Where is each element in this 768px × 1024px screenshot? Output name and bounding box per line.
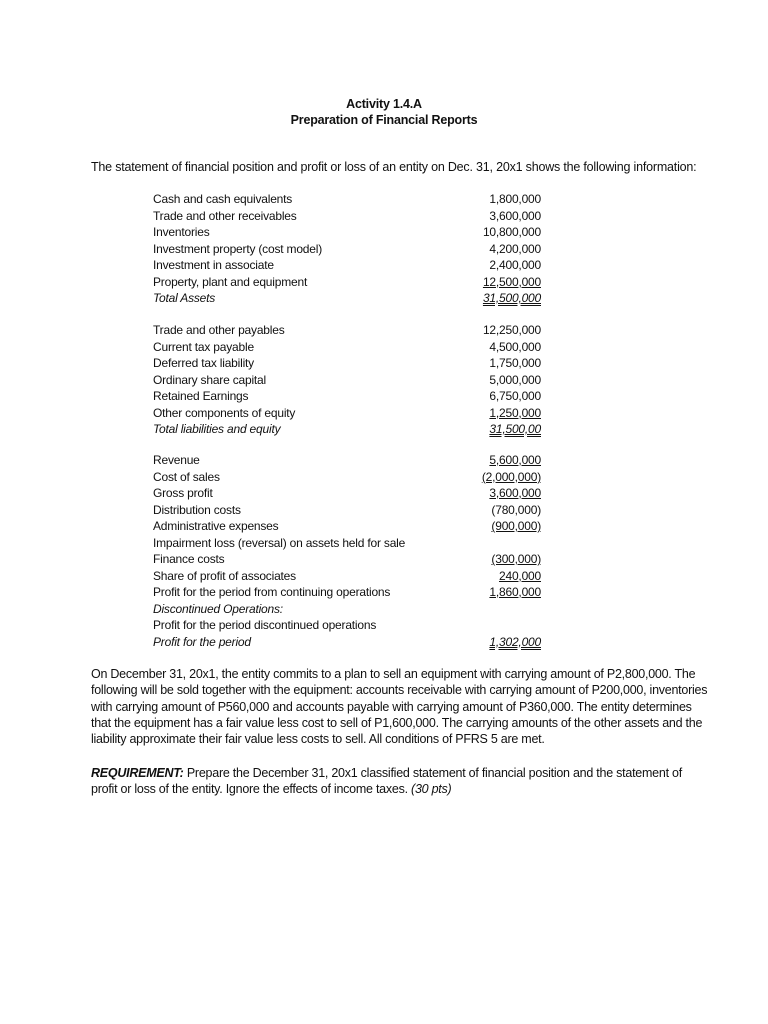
total-row xyxy=(153,634,543,651)
list-item xyxy=(153,485,543,502)
item-amount: 1,750,000 xyxy=(489,356,541,370)
item-amount: 12,500,000 xyxy=(482,274,541,289)
item-label: Trade and other payables xyxy=(153,323,285,337)
list-item xyxy=(153,355,543,372)
item-amount: 12,250,000 xyxy=(482,323,541,337)
requirement-text: Prepare the December 31, 20x1 classified statement of financial position and the statement of xyxy=(183,766,682,780)
item-label: Trade and other receivables xyxy=(153,208,297,223)
total-row xyxy=(153,421,543,438)
requirement-text: profit or loss of the entity. Ignore the effects of income taxes. xyxy=(91,782,412,797)
list-item xyxy=(153,208,543,225)
list-item xyxy=(153,191,543,208)
item-label: Profit for the period from continuing operations xyxy=(153,585,391,599)
item-amount: (2,000,000) xyxy=(481,469,541,484)
requirement-points: (30 pts) xyxy=(411,782,452,797)
list-item xyxy=(153,452,543,469)
item-label: Investment in associate xyxy=(153,258,274,272)
list-item xyxy=(153,551,543,568)
list-item xyxy=(153,339,543,356)
item-amount: 2,400,000 xyxy=(489,258,541,272)
list-item xyxy=(153,322,543,339)
narrative-line: that the equipment has a fair value less cost to sell of P1,600,000. The carrying amounts of the other assets and the xyxy=(91,715,703,730)
item-label: Cost of sales xyxy=(153,469,220,484)
list-item xyxy=(153,584,543,601)
liabilities-equity-list xyxy=(153,322,543,438)
profit-loss-list xyxy=(153,452,543,650)
item-label: Administrative expenses xyxy=(153,519,279,533)
item-amount: 1,860,000 xyxy=(489,585,541,599)
item-label: Cash and cash equivalents xyxy=(153,192,293,206)
item-label: Deferred tax liability xyxy=(153,356,254,370)
total-label: Total liabilities and equity xyxy=(153,422,281,436)
item-amount: 3,600,000 xyxy=(489,486,541,500)
item-label: Revenue xyxy=(153,453,200,467)
item-label: Distribution costs xyxy=(153,502,241,517)
item-label: Discontinued Operations: xyxy=(153,601,283,616)
item-amount: 5,000,000 xyxy=(489,372,541,387)
item-label: Investment property (cost model) xyxy=(153,241,323,256)
assets-list xyxy=(153,191,543,307)
total-amount: 31,500,000 xyxy=(482,291,541,305)
item-label: Retained Earnings xyxy=(153,389,249,403)
list-item xyxy=(153,469,543,486)
total-label: Total Assets xyxy=(153,291,216,305)
list-item xyxy=(153,224,543,241)
narrative-paragraph xyxy=(91,666,708,747)
activity-title: Activity 1.4.A xyxy=(346,97,422,111)
narrative-line: with carrying amount of P560,000 and accounts payable with carrying amount of P360,000. The entity determines xyxy=(91,699,692,714)
item-label: Inventories xyxy=(153,225,210,239)
item-amount: 4,500,000 xyxy=(489,339,541,354)
list-item xyxy=(153,518,543,535)
item-label: Profit for the period discontinued operations xyxy=(153,618,377,632)
narrative-line: liability approximate their fair value less costs to sell. All conditions of PFRS 5 are met. xyxy=(91,732,545,747)
list-item xyxy=(153,388,543,405)
item-amount: 6,750,000 xyxy=(489,389,541,403)
item-amount: 10,800,000 xyxy=(482,225,541,239)
item-label: Property, plant and equipment xyxy=(153,274,308,289)
item-label: Current tax payable xyxy=(153,339,254,354)
section-heading xyxy=(153,601,543,618)
narrative-line: following will be sold together with the equipment: accounts receivable with carrying amount of P200,000, inventories xyxy=(91,683,708,698)
item-label: Ordinary share capital xyxy=(153,372,266,387)
list-item xyxy=(153,257,543,274)
item-amount: 1,800,000 xyxy=(489,192,541,206)
item-amount: (900,000) xyxy=(491,519,541,533)
item-amount: (300,000) xyxy=(491,552,541,566)
item-label: Other components of equity xyxy=(153,405,296,420)
list-item xyxy=(153,535,543,552)
item-label: Finance costs xyxy=(153,552,225,566)
requirement-label: REQUIREMENT: xyxy=(91,766,184,780)
item-amount: 1,250,000 xyxy=(489,405,541,420)
list-item xyxy=(153,405,543,422)
item-amount: 240,000 xyxy=(499,568,541,583)
total-amount: 31,500,00 xyxy=(489,422,541,436)
item-amount: (780,000) xyxy=(491,502,541,517)
list-item xyxy=(153,617,543,634)
list-item xyxy=(153,274,543,291)
intro-text: The statement of financial position and profit or loss of an entity on Dec. 31, 20x1 shows the following information: xyxy=(91,160,697,174)
total-amount: 1,302,000 xyxy=(489,634,541,649)
total-row xyxy=(153,290,543,307)
item-label: Gross profit xyxy=(153,486,213,500)
item-amount: 4,200,000 xyxy=(489,241,541,256)
list-item xyxy=(153,568,543,585)
list-item xyxy=(153,502,543,519)
list-item xyxy=(153,372,543,389)
list-item xyxy=(153,241,543,258)
item-amount: 5,600,000 xyxy=(489,453,541,467)
requirement-paragraph xyxy=(91,765,691,798)
item-label: Impairment loss (reversal) on assets held for sale xyxy=(153,535,406,550)
narrative-line: On December 31, 20x1, the entity commits to a plan to sell an equipment with carrying amount of P2,800,000. The xyxy=(91,667,696,681)
item-amount: 3,600,000 xyxy=(489,208,541,223)
total-label: Profit for the period xyxy=(153,634,251,649)
activity-subtitle: Preparation of Financial Reports xyxy=(290,113,478,127)
item-label: Share of profit of associates xyxy=(153,568,296,583)
